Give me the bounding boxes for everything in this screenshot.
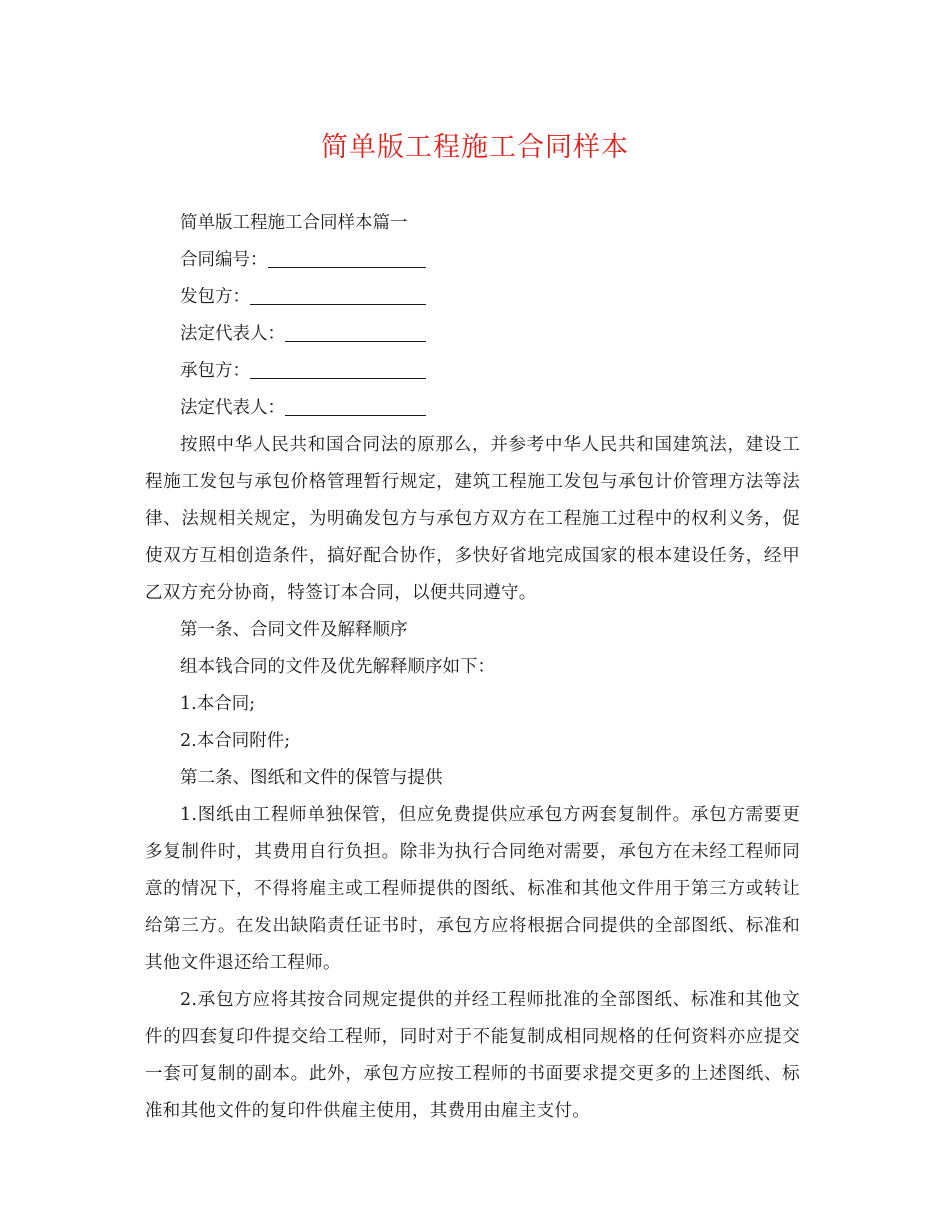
employer-representative-blank: [285, 319, 426, 342]
contract-number-field: [145, 242, 800, 279]
article1-item-2: 2.本合同附件;: [180, 731, 291, 751]
contractor-blank: [250, 356, 426, 379]
employer-blank: [250, 282, 426, 305]
contractor-representative-field: [145, 390, 800, 427]
contract-number-blank: [268, 245, 426, 268]
section-subtitle: 简单版工程施工合同样本篇一: [180, 213, 408, 233]
intro-paragraph: 按照中华人民共和国合同法的原那么，并参考中华人民共和国建筑法，建设工程施工发包与承包价格管理暂行规定，建筑工程施工发包与承包计价管理方法等法律、法规相关规定，为明确发包方与承包方双方在工程施工过程中的权利义务，促使双方互相创造条件，搞好配合协作，多快好省地完成国家的根本建设任务，经甲乙双方充分协商，特签订本合同，以便共同遵守。: [145, 435, 800, 603]
article1-item-1: 1.本合同;: [180, 694, 256, 714]
contractor-label: 承包方：: [180, 361, 250, 381]
contractor-field: [145, 353, 800, 390]
employer-representative-label: 法定代表人：: [180, 324, 285, 344]
article1-intro: 组本钱合同的文件及优先解释顺序如下：: [180, 657, 495, 677]
article1-heading: 第一条、合同文件及解释顺序: [180, 620, 408, 640]
contractor-representative-blank: [285, 393, 426, 416]
document-body: [145, 205, 800, 1130]
article2-paragraph-1: 1.图纸由工程师单独保管，但应免费提供应承包方两套复制件。承包方需要更多复制件时，其费用自行负担。除非为执行合同绝对需要，承包方在未经工程师同意的情况下，不得将雇主或工程师提供的图纸、标准和其他文件用于第三方或转让给第三方。在发出缺陷责任证书时，承包方应将根据合同提供的全部图纸、标准和其他文件退还给工程师。: [145, 805, 800, 973]
employer-field: [145, 279, 800, 316]
contractor-representative-label: 法定代表人：: [180, 398, 285, 418]
document-title: 简单版工程施工合同样本: [321, 132, 629, 163]
article2-heading: 第二条、图纸和文件的保管与提供: [180, 768, 443, 788]
employer-label: 发包方：: [180, 287, 250, 307]
article2-paragraph-2: 2.承包方应将其按合同规定提供的并经工程师批准的全部图纸、标准和其他文件的四套复印件提交给工程师，同时对于不能复制成相同规格的任何资料亦应提交一套可复制的副本。此外，承包方应按工程师的书面要求提交更多的上述图纸、标准和其他文件的复印件供雇主使用，其费用由雇主支付。: [145, 990, 800, 1121]
employer-representative-field: [145, 316, 800, 353]
contract-number-label: 合同编号：: [180, 250, 268, 270]
